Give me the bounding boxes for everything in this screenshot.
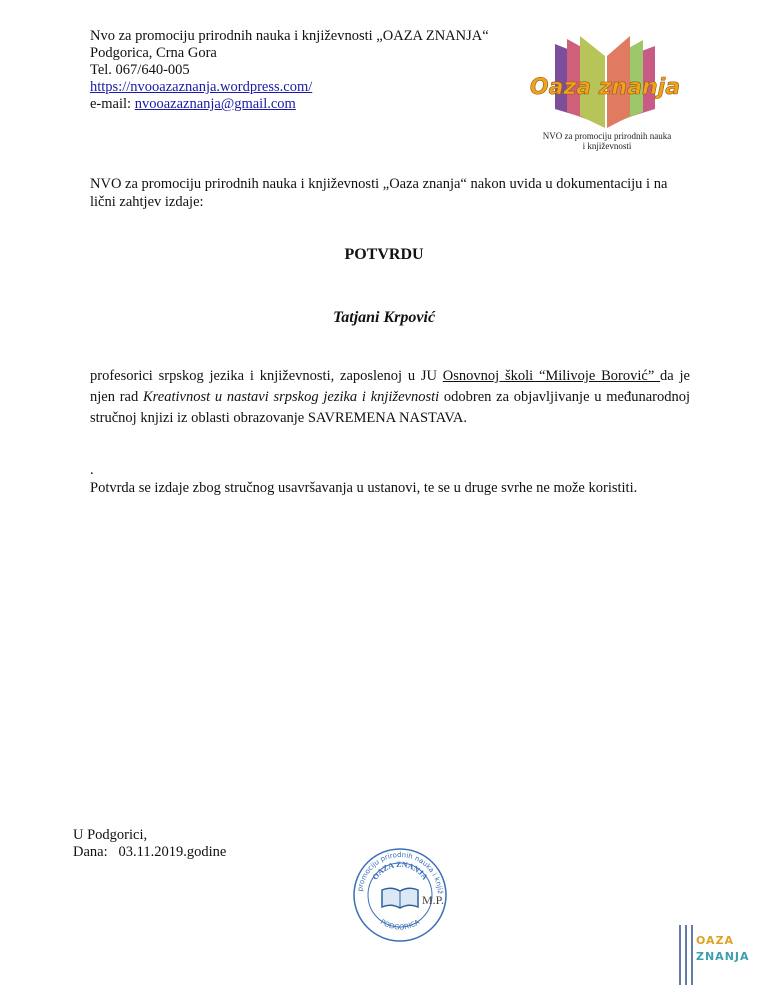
place: U Podgorici, bbox=[73, 827, 148, 843]
work-title: Kreativnost u nastavi srpskog jezika i književnosti bbox=[142, 389, 440, 405]
place-date bbox=[73, 827, 226, 861]
organization-logo bbox=[525, 34, 690, 154]
stamp-city: PODGORICA bbox=[378, 917, 422, 932]
svg-text:PODGORICA bbox=[379, 918, 421, 932]
corner-logo-line2: ZNANJA bbox=[696, 950, 750, 963]
body-text-1: profesorici srpskog jezika i književnosti, zaposlenoj u JU bbox=[90, 368, 443, 384]
email-label: e-mail: bbox=[90, 96, 135, 112]
document-title: POTVRDU bbox=[344, 246, 424, 263]
body-text-3: odobren za objavljivanje u međunarodnoj stručnoj knjizi iz oblasti obrazovanje SAVREMENA NASTAVA. bbox=[90, 389, 691, 426]
recipient-name: Tatjani Krpović bbox=[332, 309, 436, 326]
corner-logo bbox=[670, 920, 768, 990]
logo-subtitle-1: NVO za promociju prirodnih nauka bbox=[542, 131, 672, 141]
org-name: Nvo za promociju prirodnih nauka i književnosti „OAZA ZNANJA“ bbox=[90, 28, 489, 44]
stamp-name: OAZA ZNANJA bbox=[370, 859, 430, 882]
letterhead bbox=[90, 28, 489, 113]
corner-logo-line1: OAZA bbox=[696, 934, 735, 947]
date: 03.11.2019.godine bbox=[118, 844, 227, 860]
body-paragraph bbox=[90, 366, 690, 429]
school-name: Osnovnoj školi “Milivoje Borović” bbox=[442, 368, 661, 384]
stamp-mp-label: M.P. bbox=[422, 893, 445, 907]
website-link[interactable]: https://nvooazaznanja.wordpress.com/ bbox=[90, 79, 313, 95]
org-phone: Tel. 067/640-005 bbox=[90, 62, 190, 78]
date-label: Dana: bbox=[73, 844, 108, 860]
org-city: Podgorica, Crna Gora bbox=[90, 45, 217, 61]
purpose-statement: Potvrda se izdaje zbog stručnog usavršavanja u ustanovi, te se u druge svrhe ne može koristiti. bbox=[90, 480, 638, 496]
vertical-lines-decoration bbox=[678, 925, 698, 985]
intro-paragraph: NVO za promociju prirodnih nauka i književnosti „Oaza znanja“ nakon uvida u dokumentaciju i na lični zahtjev izdaje: bbox=[90, 176, 668, 210]
svg-text:NVO za promociju prirodnih nau bbox=[350, 845, 444, 894]
book-icon bbox=[382, 888, 418, 908]
email-link[interactable]: nvooazaznanja@gmail.com bbox=[134, 96, 296, 112]
separator-dot: . bbox=[90, 462, 94, 478]
logo-subtitle-2: i književnosti bbox=[582, 141, 632, 151]
logo-title: Oaza znanja bbox=[529, 75, 681, 100]
body-text-2: da je njen rad bbox=[90, 368, 690, 405]
stamp-ring-text: promociju prirodnih nauka i knjiž bbox=[356, 850, 445, 895]
